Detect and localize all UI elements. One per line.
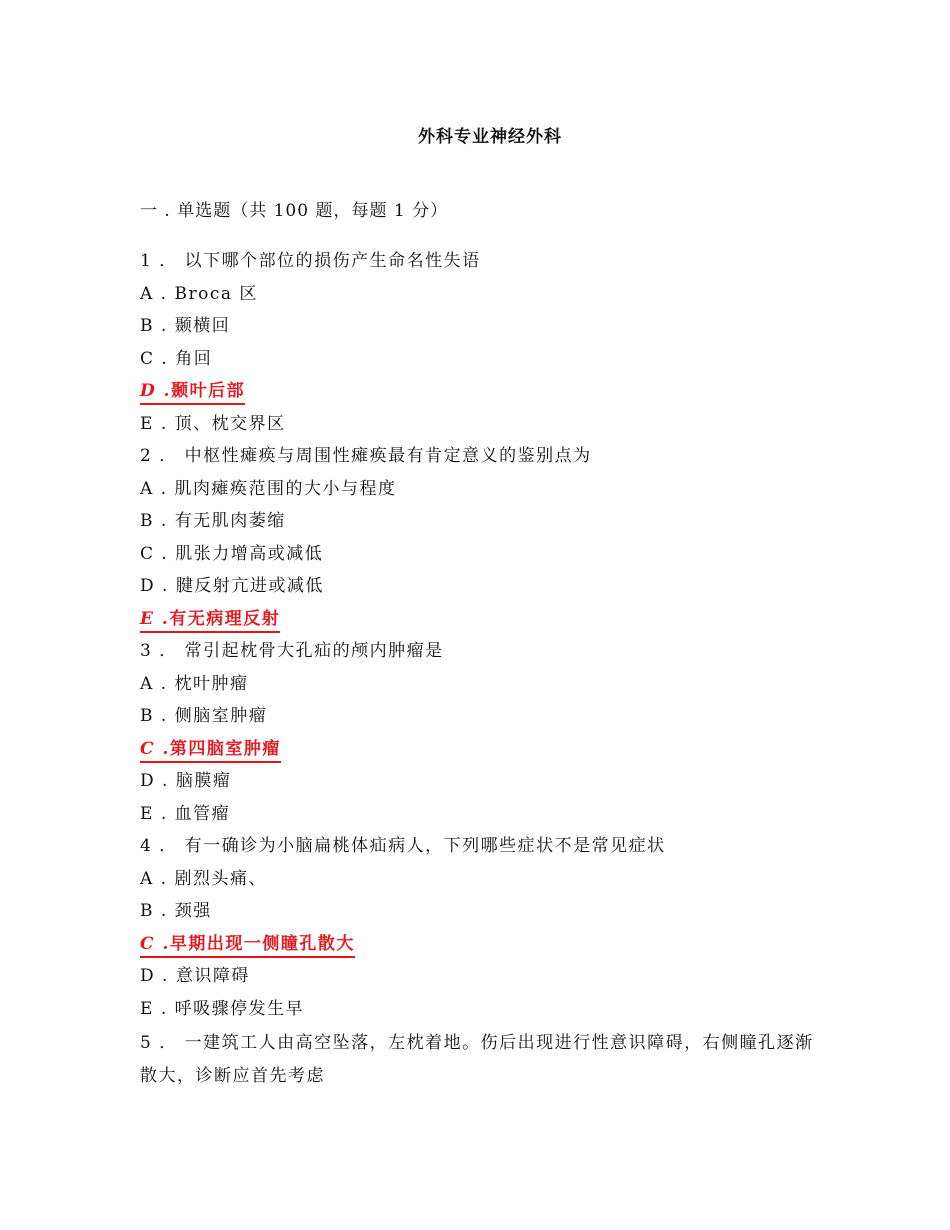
question-list — [140, 247, 820, 1092]
correct-answer-option — [140, 605, 820, 638]
answer-text: 第四脑室肿瘤 — [169, 738, 281, 759]
question-stem: 4 ． 有一确诊为小脑扁桃体疝病人，下列哪些症状不是常见症状 — [140, 836, 666, 856]
question-stem: 2 ． 中枢性瘫痪与周围性瘫痪最有肯定意义的鉴别点为 — [140, 446, 592, 466]
section-heading: 一 . 单选题（共 100 题，每题 1 分） — [140, 201, 449, 221]
answer-option: A . 枕叶肿瘤 — [140, 673, 249, 694]
answer-letter: C . — [140, 933, 170, 954]
answer-text: 颞叶后部 — [171, 381, 246, 401]
answer-option: D . 脑膜瘤 — [140, 771, 232, 791]
answer-letter: E . — [140, 608, 170, 629]
answer-option: B . 有无肌肉萎缩 — [140, 511, 286, 531]
answer-option: A . Broca 区 — [140, 283, 258, 304]
question-stem: 3 ． 常引起枕骨大孔疝的颅内肿瘤是 — [140, 641, 444, 661]
answer-highlight — [140, 608, 280, 633]
answer-option: A . 剧烈头痛、 — [140, 868, 267, 889]
answer-letter: D . — [140, 381, 172, 401]
answer-option: D . 意识障碍 — [140, 966, 250, 986]
answer-option: B . 侧脑室肿瘤 — [140, 706, 268, 726]
answer-option: D . 腱反射亢进或减低 — [140, 576, 324, 596]
answer-text: 有无病理反射 — [169, 608, 281, 629]
question-stem: 1 ． 以下哪个部位的损伤产生命名性失语 — [140, 251, 481, 271]
answer-option: A . 肌肉瘫痪范围的大小与程度 — [140, 478, 397, 499]
answer-highlight — [140, 933, 355, 958]
answer-highlight — [140, 380, 245, 405]
answer-option: E . 血管瘤 — [140, 803, 231, 824]
correct-answer-option — [140, 735, 820, 768]
answer-option: C . 角回 — [140, 348, 213, 369]
answer-option: B . 颞横回 — [140, 316, 231, 336]
correct-answer-option — [140, 930, 820, 963]
answer-option: E . 呼吸骤停发生早 — [140, 998, 305, 1019]
answer-highlight — [140, 738, 281, 763]
answer-option: B . 颈强 — [140, 901, 212, 921]
answer-letter: C . — [140, 738, 170, 759]
answer-option: E . 顶、枕交界区 — [140, 413, 286, 434]
correct-answer-option — [140, 377, 820, 410]
answer-option: C . 肌张力增高或减低 — [140, 543, 324, 564]
question-stem: 5 ． 一建筑工人由高空坠落，左枕着地。伤后出现进行性意识障碍，右侧瞳孔逐渐散大，诊断应首先考虑 — [140, 1033, 814, 1086]
answer-text: 早期出现一侧瞳孔散大 — [169, 933, 355, 954]
document-title: 外科专业神经外科 — [418, 127, 562, 147]
